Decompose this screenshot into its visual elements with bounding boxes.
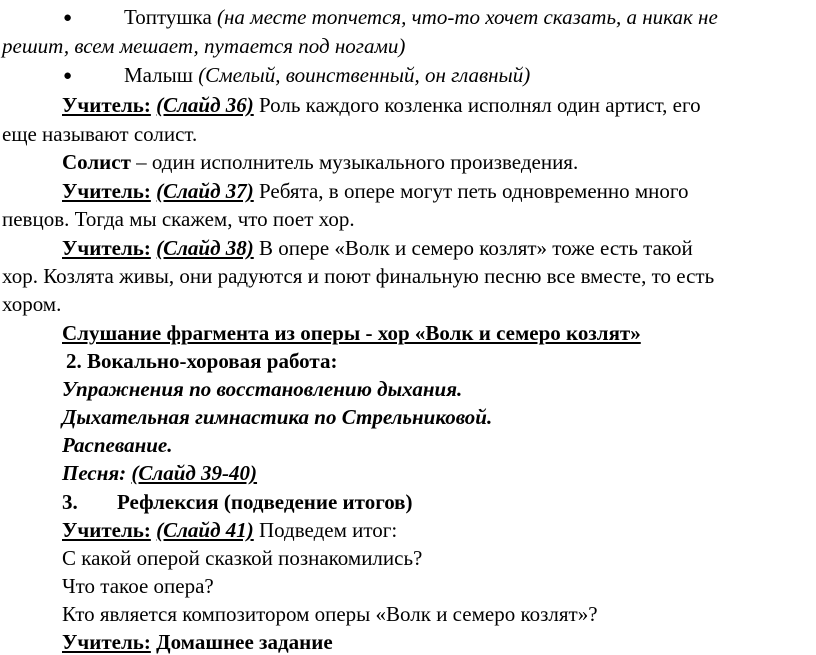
paragraph-text: Роль каждого козленка исполнял один артист, его	[259, 93, 701, 117]
song-line	[62, 460, 257, 486]
song-label: Песня:	[62, 461, 127, 485]
teacher-paragraph-36	[62, 92, 701, 118]
homework-text: Домашнее задание	[156, 630, 333, 654]
teacher-paragraph-41	[62, 517, 397, 543]
slide-ref: (Слайд 41)	[156, 518, 254, 542]
section-3-heading	[62, 489, 413, 515]
character-description: (на месте топчется, что-то хочет сказать, а никак не	[217, 5, 718, 29]
paragraph-text-cont: хор. Козлята живы, они радуются и поют финальную песню все вместе, то есть	[2, 264, 715, 288]
slide-ref: (Слайд 37)	[156, 179, 254, 203]
term: Солист	[62, 150, 131, 174]
section-2-heading: 2. Вокально-хоровая работа:	[66, 349, 338, 373]
paragraph-text-cont: еще называют солист.	[2, 122, 198, 146]
teacher-label: Учитель:	[62, 630, 151, 654]
paragraph-text: Подведем итог:	[259, 518, 398, 542]
paragraph-text: Ребята, в опере могут петь одновременно много	[259, 179, 689, 203]
character-description-cont: решит, всем мешает, путается под ногами)	[2, 34, 406, 58]
bullet-dot-icon: ●	[63, 68, 73, 84]
character-name: Малыш	[124, 63, 193, 87]
paragraph-text-cont: певцов. Тогда мы скажем, что поет хор.	[2, 207, 355, 231]
question-item: С какой оперой сказкой познакомились?	[62, 546, 423, 570]
exercise-item: Дыхательная гимнастика по Стрельниковой.	[62, 405, 493, 429]
bullet-dot-icon: ●	[63, 10, 73, 26]
homework-line	[62, 629, 333, 655]
soloist-definition	[62, 149, 578, 175]
bullet-item-toptushka	[124, 4, 718, 30]
character-description: (Смелый, воинственный, он главный)	[198, 63, 531, 87]
definition: – один исполнитель музыкального произведения.	[136, 150, 579, 174]
question-item: Кто является композитором оперы «Волк и семеро козлят»?	[62, 602, 598, 626]
teacher-label: Учитель:	[62, 518, 151, 542]
question-item: Что такое опера?	[62, 574, 214, 598]
listening-heading: Слушание фрагмента из оперы - хор «Волк и семеро козлят»	[62, 321, 641, 345]
teacher-label: Учитель:	[62, 236, 151, 260]
slide-ref: (Слайд 36)	[156, 93, 254, 117]
teacher-label: Учитель:	[62, 179, 151, 203]
paragraph-text-cont: хором.	[2, 292, 62, 316]
teacher-paragraph-37	[62, 178, 689, 204]
character-name: Топтушка	[124, 5, 212, 29]
exercise-item: Распевание.	[62, 433, 173, 457]
section-title: Рефлексия (подведение итогов)	[117, 490, 413, 514]
slide-ref: (Слайд 38)	[156, 236, 254, 260]
section-number: 3.	[62, 490, 78, 514]
slide-ref: (Слайд 39-40)	[131, 461, 258, 485]
bullet-item-malysh	[124, 62, 530, 88]
teacher-label: Учитель:	[62, 93, 151, 117]
exercise-item: Упражнения по восстановлению дыхания.	[62, 377, 463, 401]
paragraph-text: В опере «Волк и семеро козлят» тоже есть такой	[259, 236, 693, 260]
teacher-paragraph-38	[62, 235, 693, 261]
